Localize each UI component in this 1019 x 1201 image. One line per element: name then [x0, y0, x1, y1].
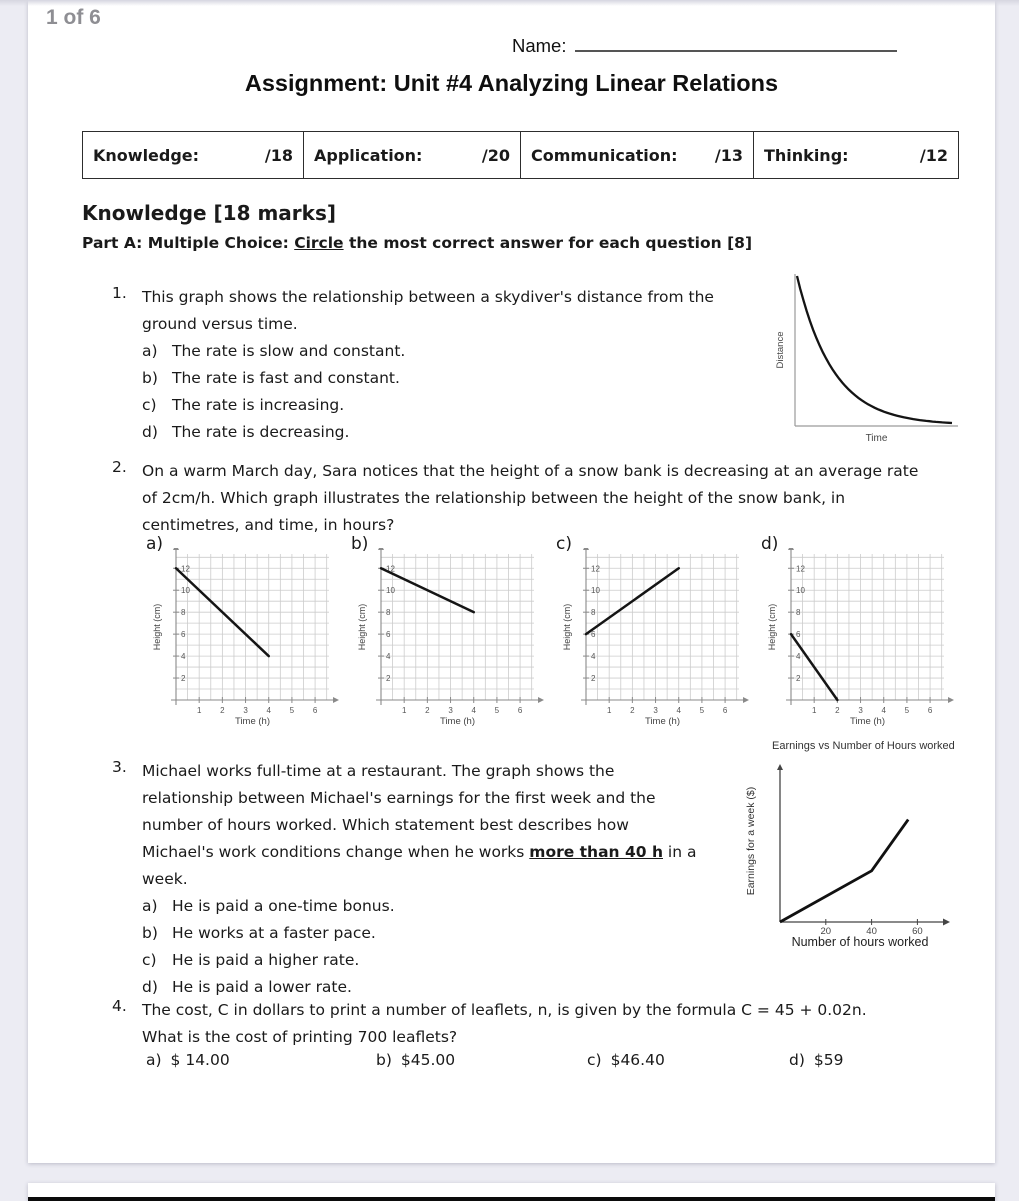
question-line: of 2cm/h. Which graph illustrates the relationship between the height of the snow bank, in: [142, 489, 846, 507]
svg-text:1: 1: [196, 706, 202, 715]
svg-text:2: 2: [386, 674, 391, 684]
svg-text:6: 6: [927, 706, 933, 715]
svg-text:Height (cm): Height (cm): [562, 603, 572, 651]
svg-text:Time (h): Time (h): [234, 716, 271, 727]
svg-text:40: 40: [866, 926, 877, 937]
svg-text:3: 3: [243, 706, 248, 715]
option-letter: c): [142, 396, 157, 414]
page-indicator: 1 of 6: [46, 6, 101, 29]
q2-chart-a: [152, 548, 342, 730]
question-line: week.: [142, 870, 188, 888]
svg-text:Earnings for a week ($): Earnings for a week ($): [745, 786, 757, 896]
option-letter: a): [142, 342, 158, 360]
name-blank-line: [575, 32, 897, 52]
option-letter: b): [142, 924, 158, 942]
svg-text:2: 2: [796, 674, 801, 684]
svg-text:4: 4: [591, 652, 596, 662]
svg-text:10: 10: [796, 586, 805, 596]
q2-chart-label: c): [556, 534, 572, 554]
svg-text:5: 5: [699, 706, 705, 715]
svg-text:1: 1: [401, 706, 407, 715]
svg-text:8: 8: [386, 608, 391, 618]
question-line: On a warm March day, Sara notices that the height of a snow bank is decreasing at an average rate: [142, 462, 919, 480]
svg-text:4: 4: [881, 706, 886, 715]
option-text: The rate is fast and constant.: [172, 369, 400, 387]
svg-text:12: 12: [386, 564, 395, 574]
question-line: This graph shows the relationship between a skydiver's distance from the: [142, 288, 714, 306]
svg-text:12: 12: [181, 564, 190, 574]
question-2: [112, 458, 919, 539]
option-text: He is paid a higher rate.: [172, 951, 360, 969]
svg-text:12: 12: [591, 564, 600, 574]
svg-text:8: 8: [796, 608, 801, 618]
q2-chart-c: [562, 548, 752, 730]
name-label: Name:: [512, 35, 567, 56]
marks-cell-knowledge: [83, 132, 303, 178]
option-text: $46.40: [610, 1051, 665, 1069]
option-letter: b): [142, 369, 158, 387]
option-row: [142, 392, 714, 419]
svg-text:8: 8: [181, 608, 186, 618]
q2-chart-label: b): [351, 534, 369, 554]
question-3: [112, 758, 697, 1001]
option-letter: a): [142, 897, 158, 915]
q2-graph-option-a: [144, 534, 344, 732]
svg-text:Earnings vs Number of Hours wo: Earnings vs Number of Hours worked: [772, 740, 955, 752]
q1-distance-time-chart: [773, 266, 963, 448]
question-line: The cost, C in dollars to print a number of leaflets, n, is given by the formula C = 45 + 0.02n.: [142, 1001, 867, 1019]
question-emphasis: more than 40 h: [529, 843, 663, 861]
q2-chart-label: a): [146, 534, 164, 554]
option-text: The rate is increasing.: [172, 396, 345, 414]
svg-text:2: 2: [425, 706, 430, 715]
marks-cell-score: /20: [481, 145, 510, 165]
svg-text:Height (cm): Height (cm): [357, 603, 367, 651]
svg-text:2: 2: [591, 674, 596, 684]
option-row: [146, 1051, 230, 1069]
svg-text:60: 60: [912, 926, 923, 937]
section-heading: Knowledge [18 marks]: [82, 201, 337, 225]
option-row: [587, 1051, 665, 1069]
option-text: He is paid a one-time bonus.: [172, 897, 395, 915]
svg-text:Height (cm): Height (cm): [152, 603, 162, 651]
svg-text:4: 4: [471, 706, 476, 715]
svg-text:12: 12: [796, 564, 805, 574]
svg-text:5: 5: [289, 706, 295, 715]
option-row: [376, 1051, 455, 1069]
svg-text:10: 10: [181, 586, 190, 596]
part-a-instruction: [82, 234, 752, 252]
option-row: [142, 947, 696, 974]
question-number: 3.: [112, 758, 127, 776]
svg-text:2: 2: [835, 706, 840, 715]
svg-text:10: 10: [386, 586, 395, 596]
option-row: [789, 1051, 843, 1069]
q2-graph-option-c: [554, 534, 754, 732]
option-text: He is paid a lower rate.: [172, 978, 352, 996]
svg-text:1: 1: [811, 706, 817, 715]
marks-cell-score: /18: [264, 145, 293, 165]
question-line: centimetres, and time, in hours?: [142, 516, 395, 534]
page-2-dark-strip: [28, 1197, 995, 1201]
svg-text:Time: Time: [865, 433, 888, 444]
svg-text:6: 6: [722, 706, 728, 715]
marks-cell-thinking: [753, 132, 958, 178]
question-4: [112, 997, 867, 1078]
q2-graph-option-d: [759, 534, 959, 732]
svg-text:4: 4: [266, 706, 271, 715]
q2-chart-d: [767, 548, 957, 730]
marks-cell-communication: [520, 132, 753, 178]
svg-text:Time (h): Time (h): [849, 716, 886, 727]
option-letter: d): [142, 978, 158, 996]
question-number: 2.: [112, 458, 127, 476]
svg-text:4: 4: [181, 652, 186, 662]
marks-cell-label: Thinking:: [764, 145, 849, 165]
option-row: [142, 920, 696, 947]
question-number: 1.: [112, 284, 127, 302]
option-text: $45.00: [400, 1051, 456, 1069]
q2-graph-option-b: [349, 534, 549, 732]
svg-text:8: 8: [591, 608, 596, 618]
question-line: Michael works full-time at a restaurant. The graph shows the: [142, 762, 615, 780]
page-2-preview: [28, 1183, 995, 1201]
svg-text:6: 6: [386, 630, 391, 640]
svg-text:5: 5: [494, 706, 500, 715]
q2-chart-b: [357, 548, 547, 730]
option-text: The rate is decreasing.: [172, 423, 350, 441]
question-line: [142, 839, 696, 866]
q2-chart-label: d): [761, 534, 779, 554]
option-row: [142, 893, 696, 920]
part-a-prefix: Part A: Multiple Choice:: [82, 234, 295, 252]
svg-text:1: 1: [606, 706, 612, 715]
svg-text:3: 3: [653, 706, 658, 715]
option-row: [142, 419, 714, 446]
marks-cell-score: /12: [919, 145, 948, 165]
option-letter: c): [587, 1051, 602, 1069]
question-1: [112, 284, 714, 446]
q3-earnings-chart: [738, 736, 1010, 948]
svg-text:3: 3: [858, 706, 863, 715]
question-line: What is the cost of printing 700 leaflets?: [142, 1028, 458, 1046]
q4-options-row: [142, 1051, 867, 1078]
svg-text:Height (cm): Height (cm): [767, 603, 777, 651]
svg-text:Time (h): Time (h): [644, 716, 681, 727]
svg-text:Distance: Distance: [775, 331, 786, 369]
question-line: ground versus time.: [142, 315, 298, 333]
svg-text:6: 6: [312, 706, 318, 715]
question-line: number of hours worked. Which statement best describes how: [142, 816, 629, 834]
option-letter: d): [789, 1051, 805, 1069]
option-text: $59: [813, 1051, 844, 1069]
svg-text:6: 6: [517, 706, 523, 715]
option-letter: d): [142, 423, 158, 441]
option-row: [142, 365, 714, 392]
marks-cell-score: /13: [714, 145, 743, 165]
svg-text:Number of hours worked: Number of hours worked: [791, 935, 929, 948]
svg-text:20: 20: [820, 926, 832, 937]
question-line-part: in a: [662, 843, 697, 861]
option-letter: c): [142, 951, 157, 969]
svg-text:4: 4: [386, 652, 391, 662]
part-a-underlined-word: Circle: [294, 234, 344, 252]
option-text: The rate is slow and constant.: [172, 342, 406, 360]
marks-cell-application: [303, 132, 520, 178]
question-number: 4.: [112, 997, 127, 1015]
question-line: relationship between Michael's earnings for the first week and the: [142, 789, 656, 807]
option-text: He works at a faster pace.: [172, 924, 376, 942]
svg-text:6: 6: [181, 630, 186, 640]
svg-text:2: 2: [181, 674, 186, 684]
svg-text:3: 3: [448, 706, 453, 715]
option-row: [142, 338, 714, 365]
svg-text:10: 10: [591, 586, 600, 596]
svg-text:5: 5: [904, 706, 910, 715]
option-text: $ 14.00: [170, 1051, 230, 1069]
marks-cell-label: Application:: [314, 145, 423, 165]
marks-cell-label: Communication:: [531, 145, 678, 165]
marks-table: [82, 131, 959, 179]
part-a-suffix: the most correct answer for each question [8]: [343, 234, 753, 252]
page-1: [28, 0, 995, 1163]
svg-text:4: 4: [796, 652, 801, 662]
marks-cell-label: Knowledge:: [93, 145, 200, 165]
svg-text:2: 2: [630, 706, 635, 715]
name-row: [512, 32, 897, 57]
svg-text:6: 6: [796, 630, 801, 640]
question-line-part: Michael's work conditions change when he works: [142, 843, 530, 861]
svg-text:2: 2: [220, 706, 225, 715]
option-letter: b): [376, 1051, 392, 1069]
svg-text:4: 4: [676, 706, 681, 715]
svg-text:Time (h): Time (h): [439, 716, 476, 727]
option-letter: a): [146, 1051, 162, 1069]
svg-text:6: 6: [591, 630, 596, 640]
assignment-title: Assignment: Unit #4 Analyzing Linear Relations: [244, 70, 779, 96]
